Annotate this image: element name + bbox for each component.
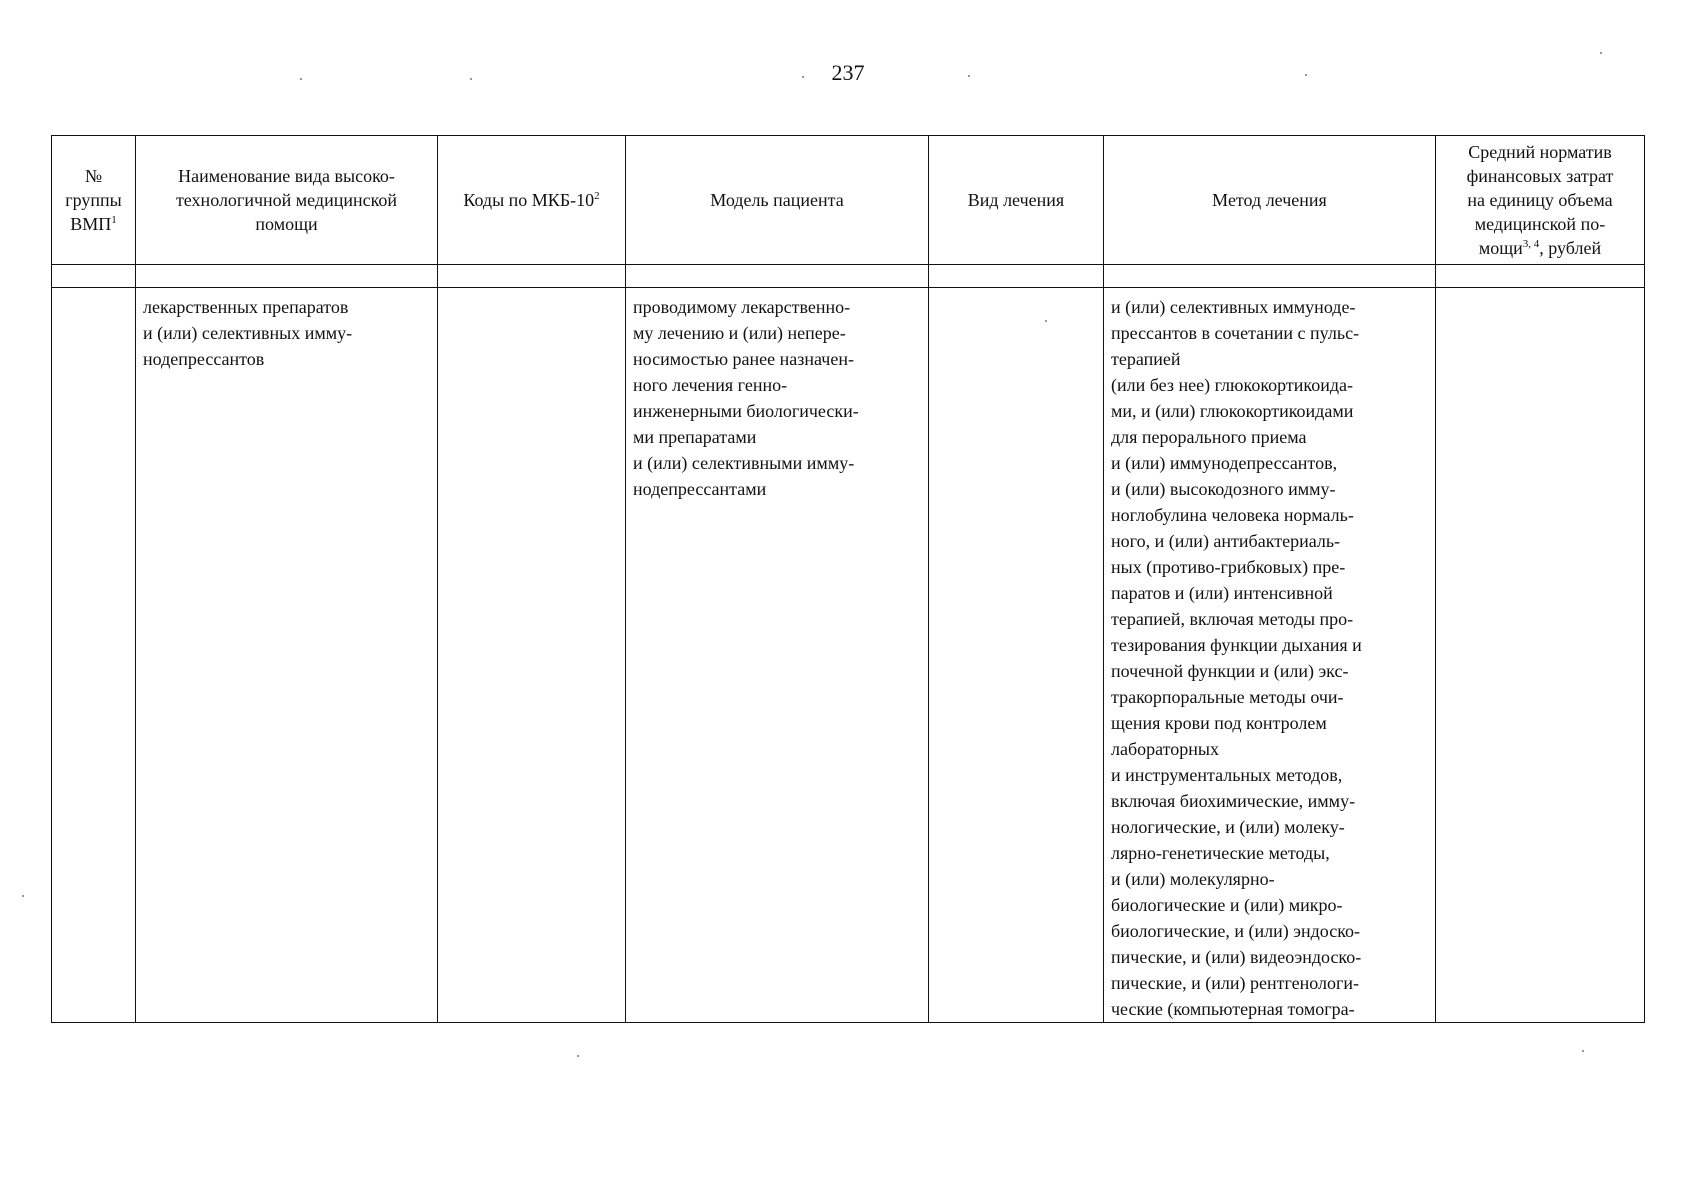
page-number: 237: [831, 60, 865, 85]
scan-speck: [802, 76, 804, 78]
header-treatment-type: Вид лечения: [929, 136, 1104, 265]
scan-speck: [1305, 74, 1307, 76]
cell-group-no: [52, 288, 136, 1023]
header-group-no: № группы ВМП$^1$: [52, 136, 136, 265]
spacer-row: [52, 265, 1645, 288]
scan-speck: [1582, 1050, 1584, 1052]
scan-speck: [1045, 320, 1047, 322]
cell-cost: [1436, 288, 1645, 1023]
scan-speck: [470, 78, 472, 80]
cell-patient-model: проводимому лекарственно- му лечению и (или) непере- носимостью ранее назначен- ного лечения генно- инженерными биологически- ми препаратами и (или) селективными имму- нодепрессантами: [626, 288, 929, 1023]
scan-speck: [968, 75, 970, 77]
cell-treatment-type: [929, 288, 1104, 1023]
scan-speck: [22, 895, 24, 897]
header-patient-model: Модель пациента: [626, 136, 929, 265]
scan-speck: [1600, 52, 1602, 54]
cell-icd-codes: [438, 288, 626, 1023]
header-name: Наименование вида высоко- технологичной медицинской помощи: [136, 136, 438, 265]
cell-name: лекарственных препаратов и (или) селективных имму- нодепрессантов: [136, 288, 438, 1023]
header-treatment-method: Метод лечения: [1104, 136, 1436, 265]
table-row: [52, 288, 1645, 1023]
cell-treatment-method: и (или) селективных иммуноде- прессантов в сочетании с пульс- терапией (или без нее) глюкокортикоида- ми, и (или) глюкокортикоидами для перорального приема и (или) иммунодепрессантов, и (или) высокодозного имму- ноглобулина человека нормаль- ного, и (или) антибактериаль- ных (противо-грибковых) пре- паратов и (или) интенсивной терапией, включая методы про- тезирования функции дыхания и почечной функции и (или) экс- тракорпоральные методы очи- щения крови под контролем лабораторных и инструментальных методов, включая биохимические, имму- нологические, и (или) молеку- лярно-генетические методы, и (или) молекулярно- биологические и (или) микро- биологические, и (или) эндоско- пические, и (или) видеоэндоско- пические, и (или) рентгенологи- ческие (компьютерная томогра-: [1104, 288, 1436, 1023]
vmp-table: [51, 135, 1645, 1023]
scan-speck: [577, 1055, 579, 1057]
header-icd-codes: Коды по МКБ-$10^2$: [438, 136, 626, 265]
header-row: [52, 136, 1645, 265]
header-cost: Средний норматив финансовых затрат на единицу объема медицинской по- мощи$^{3, 4}$, рублей: [1436, 136, 1645, 265]
scan-speck: [300, 78, 302, 80]
